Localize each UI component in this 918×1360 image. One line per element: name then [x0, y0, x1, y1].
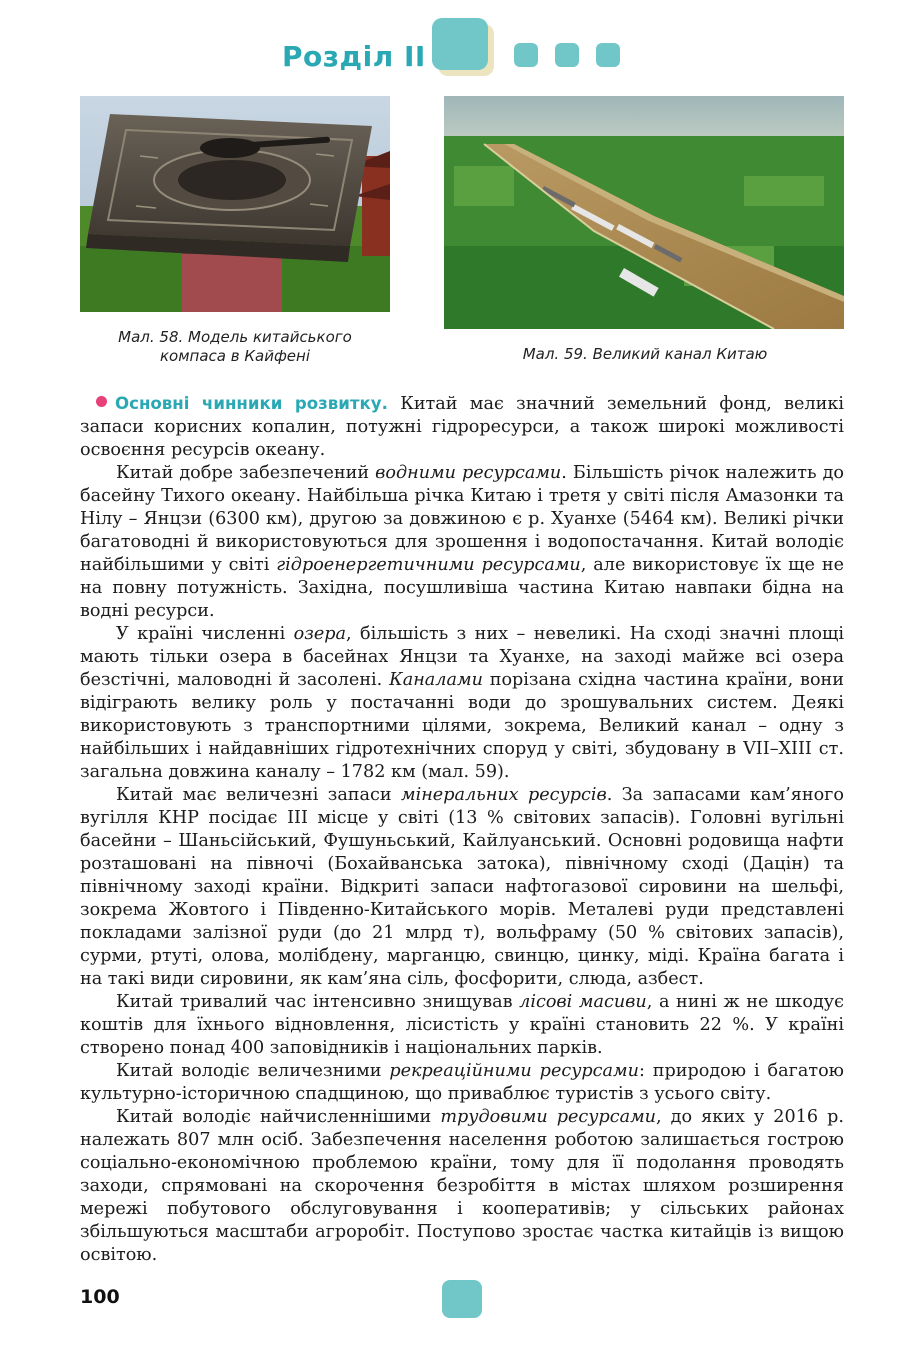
paragraph-text: . Більшість річок належить до басейну Тихого океану. Найбільша річка Китаю і третя у світі після Амазонки та Нілу – Янцзи (6300 км), другою за довжиною є р. Хуанхе (5464 км). Великі річки багатоводні й використовуються для зрошення і водопостачання. Китай володіє найбільшими у світі [80, 463, 845, 575]
decorative-square-small [514, 43, 538, 67]
term-recreation-resources: рекреаційними ресурсами [389, 1061, 639, 1081]
paragraph-text: Китай добре забезпечений [116, 463, 376, 483]
bullet-icon [96, 396, 107, 407]
paragraph-forests [80, 991, 844, 1060]
paragraph-lakes-canals [80, 623, 844, 784]
term-water-resources: водними ресурсами [375, 463, 562, 483]
paragraph-main-factors [80, 392, 844, 462]
decorative-square-small [596, 43, 620, 67]
paragraph-water-resources [80, 462, 844, 623]
paragraph-recreation [80, 1060, 844, 1106]
decorative-square-small [555, 43, 579, 67]
paragraph-text: . За запасами кам’яного вугілля КНР посідає ІІІ місце у світі (13 % світових запасів). Головні вугільні басейни – Шаньсійський, Фушуньський, Кайлуанський. Основні родовища нафти розташовані на півночі (Бохайванська затока), північному сході (Дацін) та північному заході країни. Відкриті запаси нафтогазової сировини на шельфі, зокрема Жовтого і Південно-Китайського морів. Металеві руди представлені покладами залізної руди (до 21 млрд т), вольфраму (50 % світових запасів), сурми, ртуті, олова, молібдену, марганцю, свинцю, цинку, міді. Країна багата і на такі види сировини, як кам’яна сіль, фосфорити, слюда, азбест. [80, 785, 844, 989]
figure-59-caption: Мал. 59. Великий канал Китаю [522, 345, 768, 363]
paragraph-text: , а нині ж не шкодує коштів для їхнього відновлення, лісистість у країні становить 22 %. У країні створено понад 400 заповідників і національних парків. [80, 992, 844, 1058]
page-number: 100 [80, 1286, 120, 1308]
paragraph-text: Китай має величезні запаси [116, 785, 401, 805]
paragraph-text: , більшість з них – невеликі. На сході значні площі мають тільки озера в басейнах Янцзи та Хуанхе, на заході майже всі озера безстічні, маловодні й засолені. [80, 624, 844, 690]
decorative-square-large [432, 18, 488, 70]
paragraph-text: , але використовує їх ще не на повну потужність. Західна, посушливіша частина Китаю навпаки бідна на водні ресурси. [80, 555, 844, 621]
section-title: Розділ II [282, 40, 426, 73]
term-mineral-resources: мінеральних ресурсів [401, 785, 607, 805]
paragraph-text: , до яких у 2016 р. належать 807 млн осіб. Забезпечення населення роботою залишається гострою соціально-економічною проблемою країни, тому для її подолання проводять заходи, спрямовані на скорочення безробіття в містах шляхом розширення мережі побутового обслуговування і кооперативів; у сільських районах збільшуються масштаби агроробіт. Поступово зростає частка китайців із вищою освітою. [80, 1107, 844, 1265]
paragraph-mineral-resources [80, 784, 844, 991]
term-lakes: озера [293, 624, 347, 644]
term-forests: лісові масиви [519, 992, 647, 1012]
paragraph-text: Китай володіє найчисленнішими [116, 1107, 441, 1127]
subsection-heading: Основні чинники розвитку. [115, 394, 388, 413]
paragraph-text: Китай має значний земельний фонд, великі запаси корисних копалин, потужні гідроресурси, а також широкі можливості освоєння ресурсів океану. [80, 394, 844, 460]
paragraph-text: порізана східна частина країни, вони відіграють велику роль у постачанні води до зрошувальних систем. Деякі використовують з транспортними цілями, зокрема, Великий канал – одну з найбільших і найдавніших гідротехнічних споруд у світі, збудовану в VII–XIII ст. загальна довжина каналу – 1782 км (мал. 59). [80, 670, 844, 782]
paragraph-text: : природою і багатою культурно-історичною спадщиною, що приваблює туристів з усього світу. [80, 1061, 844, 1104]
grand-canal-photo [444, 96, 844, 329]
paragraph-text: У країні численні [116, 624, 294, 644]
term-hydropower-resources: гідроенергетичними ресурсами [276, 555, 581, 575]
figure-58-caption: Мал. 58. Модель китайського компаса в Кайфені [118, 328, 352, 365]
compass-model-photo [80, 96, 390, 312]
paragraph-labor-resources [80, 1106, 844, 1267]
paragraph-text: Китай володіє величезними [116, 1061, 390, 1081]
term-labor-resources: трудовими ресурсами [440, 1107, 657, 1127]
paragraph-text: Китай тривалий час інтенсивно знищував [116, 992, 520, 1012]
term-canals: Каналами [389, 670, 483, 690]
decorative-square-footer [442, 1280, 482, 1318]
main-text [80, 392, 844, 1267]
